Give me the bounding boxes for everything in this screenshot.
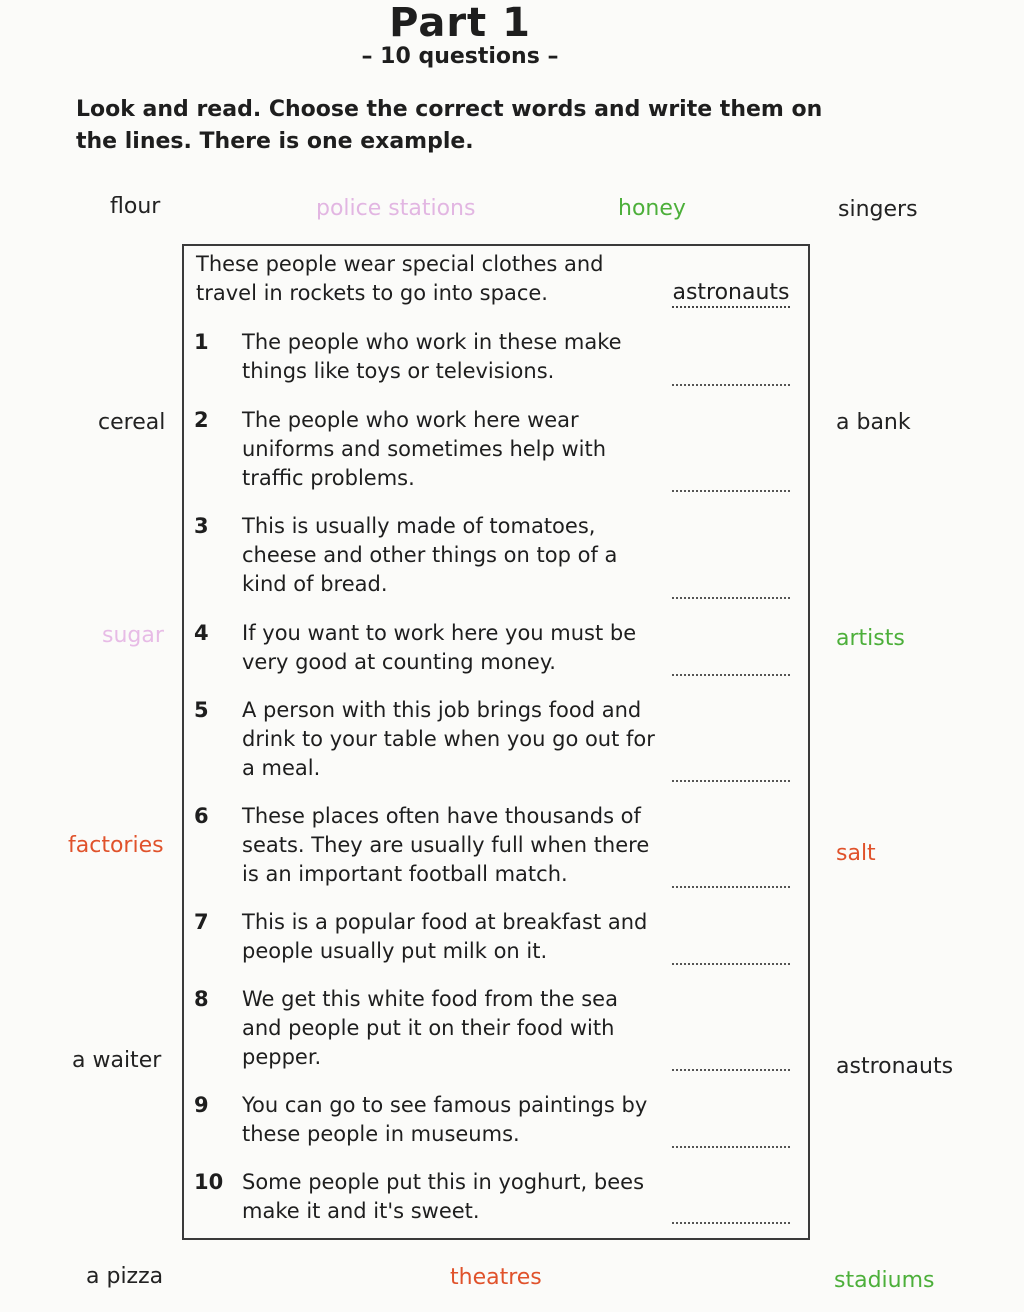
page-title: Part 1 [389, 0, 531, 46]
word-bank-item: theatres [450, 1265, 542, 1290]
word-bank-item: cereal [98, 410, 166, 435]
word-bank-item: factories [68, 833, 164, 858]
word-bank-item: a waiter [72, 1048, 162, 1073]
word-bank-item: stadiums [834, 1268, 935, 1293]
question-text: If you want to work here you must be very good at counting money. [242, 621, 637, 674]
answer-line[interactable] [672, 1146, 790, 1148]
question-number: 10 [194, 1170, 224, 1194]
question-text: A person with this job brings food and drink to your table when you go out for a meal. [242, 698, 655, 780]
word-bank-item: a bank [836, 410, 911, 435]
answer-line[interactable] [672, 674, 790, 676]
example-text: These people wear special clothes and travel in rockets to go into space. [196, 252, 604, 305]
word-bank-item: a pizza [86, 1264, 164, 1289]
question-text: This is a popular food at breakfast and people usually put milk on it. [242, 910, 648, 963]
answer-line[interactable] [672, 963, 790, 965]
question-text: We get this white food from the sea and people put it on their food with pepper. [242, 987, 618, 1069]
question-number: 9 [194, 1093, 209, 1117]
word-bank-item: astronauts [836, 1054, 954, 1079]
question-text: This is usually made of tomatoes, cheese and other things on top of a kind of bread. [242, 514, 618, 596]
word-bank-item: artists [836, 626, 905, 651]
question-number: 5 [194, 698, 209, 722]
question-text: The people who work here wear uniforms and sometimes help with traffic problems. [242, 408, 607, 490]
word-bank-item: salt [836, 841, 876, 866]
answer-line[interactable] [672, 597, 790, 599]
question-text: The people who work in these make things like toys or televisions. [242, 330, 622, 383]
question-text: You can go to see famous paintings by these people in museums. [242, 1093, 648, 1146]
word-bank-item: sugar [102, 623, 164, 648]
question-number: 2 [194, 408, 209, 432]
word-bank-item: police stations [316, 196, 476, 221]
word-bank-item: singers [838, 197, 918, 222]
word-bank-item: flour [110, 194, 161, 219]
question-number: 7 [194, 910, 209, 934]
question-number: 8 [194, 987, 209, 1011]
answer-line[interactable] [672, 1069, 790, 1071]
question-text: Some people put this in yoghurt, bees make it and it's sweet. [242, 1170, 645, 1223]
question-number: 4 [194, 621, 209, 645]
word-bank-item: honey [618, 196, 686, 221]
question-text: These places often have thousands of seats. They are usually full when there is an important football match. [242, 804, 650, 886]
instructions: Look and read. Choose the correct words and write them on the lines. There is one example. [76, 97, 823, 154]
page-subtitle: – 10 questions – [361, 44, 559, 69]
question-number: 6 [194, 804, 209, 828]
answer-line[interactable] [672, 780, 790, 782]
question-number: 3 [194, 514, 209, 538]
answer-line[interactable] [672, 384, 790, 386]
question-number: 1 [194, 330, 209, 354]
answer-line[interactable] [672, 886, 790, 888]
answer-line[interactable] [672, 490, 790, 492]
example-answer: astronauts [672, 280, 790, 308]
answer-line[interactable] [672, 1222, 790, 1224]
